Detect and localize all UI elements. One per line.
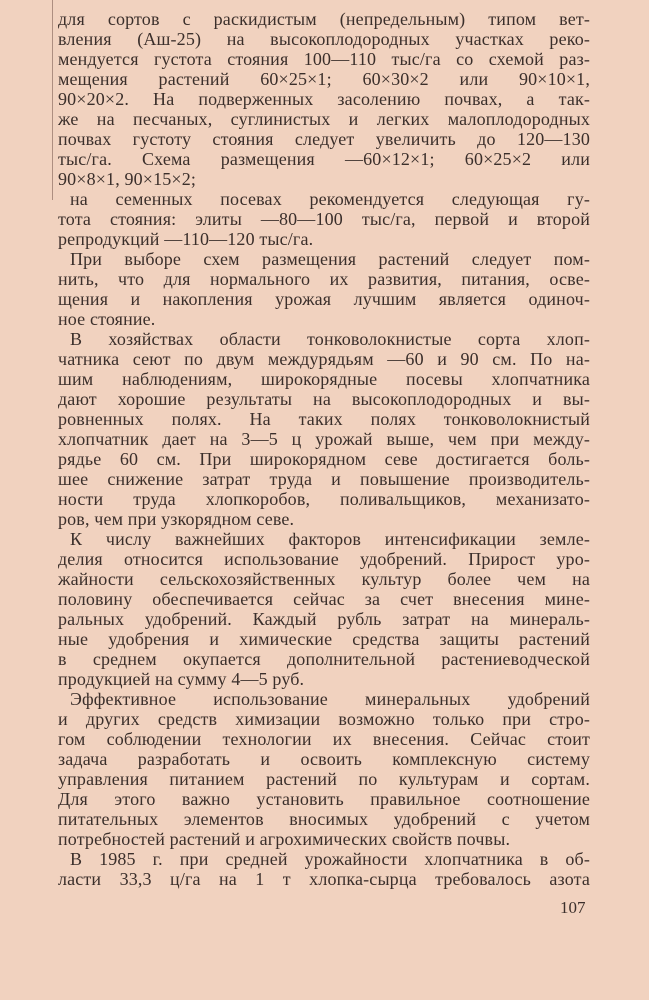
text-line: почвах густоту стояния следует увеличить до 120—130 <box>58 129 590 149</box>
page-body-text <box>58 9 590 889</box>
text-line: тыс/га. Схема размещения —60×12×1; 60×25×2 или <box>58 149 590 169</box>
text-line: управления питанием растений по культурам и сортам. <box>58 769 590 789</box>
text-line: ровненных полях. На таких полях тонковолокнистый <box>58 409 590 429</box>
text-line: для сортов с раскидистым (непредельным) типом вет- <box>58 9 590 29</box>
text-line: Для этого важно установить правильное соотношение <box>58 789 590 809</box>
text-line: Эффективное использование минеральных удобрений <box>70 689 590 709</box>
page-number: 107 <box>560 898 586 917</box>
text-line: ральных удобрений. Каждый рубль затрат на минераль- <box>58 609 590 629</box>
text-line: ров, чем при узкорядном севе. <box>58 509 295 529</box>
text-line: чатника сеют по двум междурядьям —60 и 90 см. По на- <box>58 349 590 369</box>
text-line: половину обеспечивается сейчас за счет внесения мине- <box>58 589 590 609</box>
paragraph <box>58 529 590 689</box>
paragraph <box>58 249 590 329</box>
text-line: щения и накопления урожая лучшим является одиноч- <box>58 289 590 309</box>
text-line: ласти 33,3 ц/га на 1 т хлопка-сырца требовалось азота <box>58 869 590 889</box>
text-line: ное стояние. <box>58 309 156 329</box>
paragraph <box>58 189 590 249</box>
text-line: потребностей растений и агрохимических свойств почвы. <box>58 829 511 849</box>
text-line: продукцией на сумму 4—5 руб. <box>58 669 305 689</box>
text-line: дают хорошие результаты на высокоплодородных и вы- <box>58 389 590 409</box>
text-line: 90×8×1, 90×15×2; <box>58 169 197 189</box>
text-line: мендуется густота стояния 100—110 тыс/га со схемой раз- <box>58 49 590 69</box>
text-line: мещения растений 60×25×1; 60×30×2 или 90×10×1, <box>58 69 590 89</box>
text-line: на семенных посевах рекомендуется следующая гу- <box>70 189 590 209</box>
paragraph <box>58 329 590 529</box>
text-line: нить, что для нормального их развития, питания, осве- <box>58 269 590 289</box>
text-line: При выборе схем размещения растений следует пом- <box>70 249 590 269</box>
text-line: ные удобрения и химические средства защиты растений <box>58 629 590 649</box>
text-line: гом соблюдении технологии их внесения. Сейчас стоит <box>58 729 590 749</box>
text-line: в среднем окупается дополнительной растениеводческой <box>58 649 590 669</box>
text-line: рядье 60 см. При широкорядном севе достигается боль- <box>58 449 590 469</box>
text-line: жайности сельскохозяйственных культур более чем на <box>58 569 590 589</box>
text-line: делия относится использование удобрений. Прирост уро- <box>58 549 590 569</box>
text-line: же на песчаных, суглинистых и легких малоплодородных <box>58 109 590 129</box>
text-line: и других средств химизации возможно только при стро- <box>58 709 590 729</box>
text-line: В хозяйствах области тонковолокнистые сорта хлоп- <box>70 329 590 349</box>
paragraph <box>58 689 590 849</box>
page-fold-line <box>52 0 53 200</box>
text-line: К числу важнейших факторов интенсификации земле- <box>70 529 590 549</box>
paragraph <box>58 849 590 889</box>
text-line: задача разработать и освоить комплексную систему <box>58 749 590 769</box>
text-line: ности труда хлопкоробов, поливальщиков, механизато- <box>58 489 590 509</box>
text-line: 90×20×2. На подверженных засолению почвах, а так- <box>58 89 590 109</box>
text-line: репродукций —110—120 тыс/га. <box>58 229 314 249</box>
text-line: шим наблюдениям, широкорядные посевы хлопчатника <box>58 369 590 389</box>
text-line: вления (Аш-25) на высокоплодородных участках реко- <box>58 29 590 49</box>
text-line: питательных элементов вносимых удобрений с учетом <box>58 809 590 829</box>
paragraph <box>58 9 590 189</box>
text-line: шее снижение затрат труда и повышение производитель- <box>58 469 590 489</box>
text-line: тота стояния: элиты —80—100 тыс/га, первой и второй <box>58 209 590 229</box>
text-line: хлопчатник дает на 3—5 ц урожай выше, чем при между- <box>58 429 590 449</box>
text-line: В 1985 г. при средней урожайности хлопчатника в об- <box>70 849 590 869</box>
